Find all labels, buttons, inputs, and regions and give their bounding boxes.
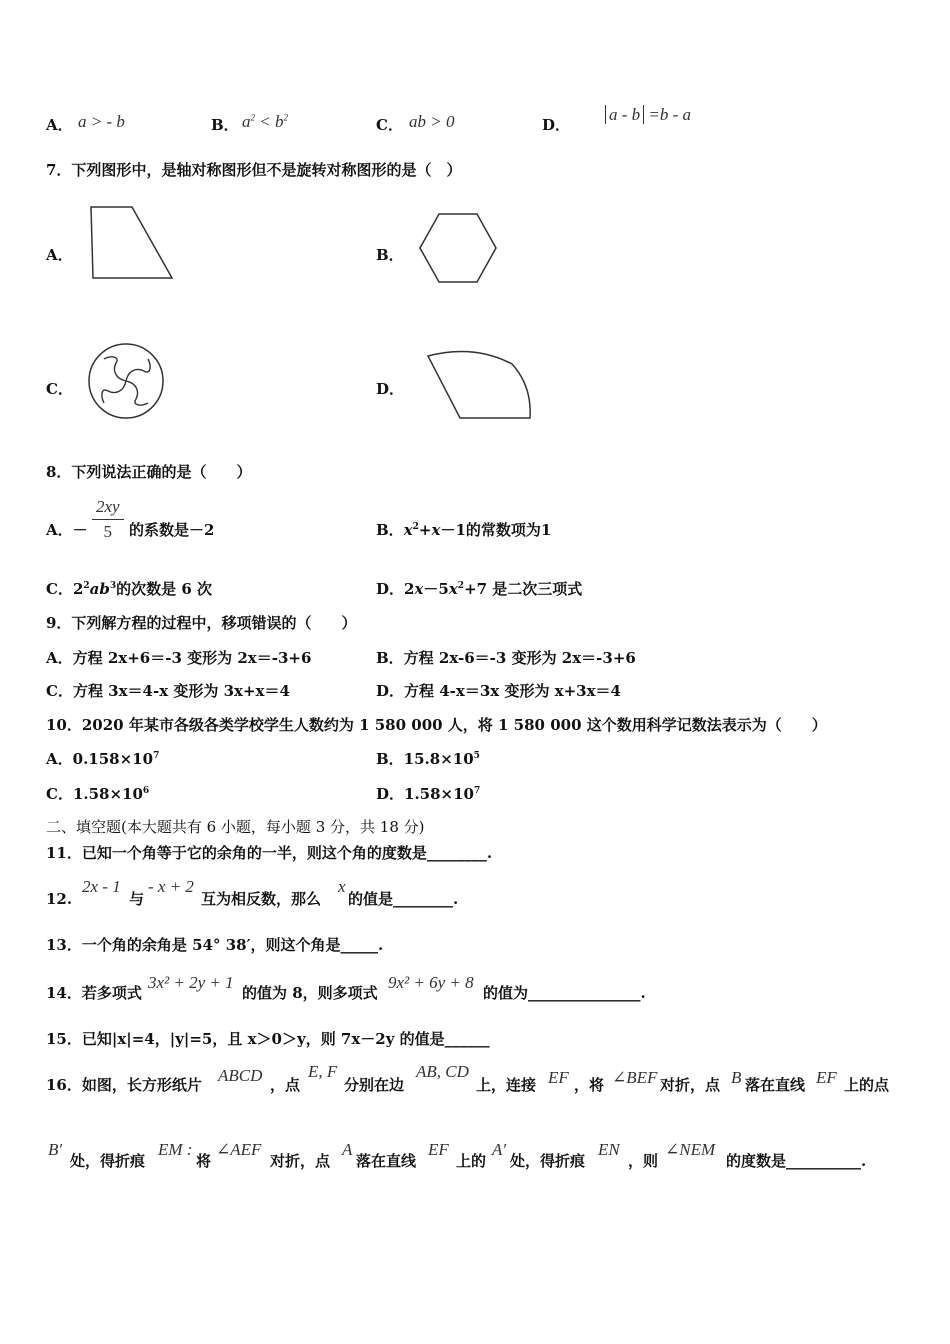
q9-stem: 9．下列解方程的过程中，移项错误的（ ）	[46, 614, 357, 632]
q7-option-b-label: B．	[376, 246, 404, 264]
section-heading-fill-in: 二、填空题(本大题共有 6 小题，每小题 3 分，共 18 分)	[46, 818, 425, 836]
q14-expr-1: 3x² + 2y + 1	[148, 973, 234, 992]
q10-option-c: C．$1.58\times 10^6$	[46, 785, 150, 803]
q8-option-b: B．$x^2+x-1$的常数项为1	[376, 521, 552, 539]
q12-text-2: 互为相反数，那么	[201, 890, 322, 908]
q8-option-a-fraction: $\frac{2xy}{5}$	[92, 497, 124, 542]
q16-math-b: B	[731, 1068, 742, 1087]
q16-text-8: 上的点	[844, 1076, 890, 1094]
q6-option-b-label: B．	[211, 116, 239, 134]
q16-text-2: ，点	[270, 1076, 301, 1094]
q16-text-1: 16．如图，长方形纸片	[46, 1076, 202, 1094]
q14-expr-2: 9x² + 6y + 8	[388, 973, 474, 992]
q16-text-12: 落在直线	[356, 1152, 417, 1170]
q7-stem: 7．下列图形中，是轴对称图形但不是旋转对称图形的是（ ）	[46, 161, 462, 179]
q11-text: 11．已知一个角等于它的余角的一半，则这个角的度数是________.	[46, 844, 493, 862]
q6-option-c-expr: ab > 0	[409, 112, 455, 131]
q7-option-c-label: C．	[46, 380, 73, 398]
q7-pinwheel-circle-figure	[86, 341, 166, 421]
q16-text-6: 对折，点	[660, 1076, 721, 1094]
q16-math-abcd: ABCD	[218, 1066, 263, 1085]
q10-stem: 10．2020 年某市各级各类学校学生人数约为 1 580 000 人，将 1 580 000 这个数用科学记数法表示为（ ）	[46, 716, 827, 734]
q12-expr-3: x	[338, 877, 346, 896]
q16-math-b-prime: B′	[48, 1140, 63, 1159]
q16-math-a: A	[342, 1140, 353, 1159]
q7-trapezoid-figure	[88, 204, 178, 282]
q14-text-2: 的值为 8，则多项式	[242, 984, 378, 1002]
q16-text-10: 将	[196, 1152, 212, 1170]
q16-math-en: EN	[598, 1140, 620, 1159]
q16-math-ef-3: EF	[428, 1140, 449, 1159]
q6-option-b-expr: $a^2 < b^2$	[242, 112, 288, 131]
q12-expr-1: 2x - 1	[82, 877, 121, 896]
q8-option-d: D．$2x-5x^2+7$ 是二次三项式	[376, 580, 583, 598]
q9-option-c: C．方程 3x＝4-x 变形为 3x+x＝4	[46, 682, 290, 700]
q14-text-1: 14．若多项式	[46, 984, 142, 1002]
q8-option-a-label: A．－	[46, 521, 88, 539]
q16-math-angle-bef: ∠BEF	[612, 1068, 658, 1087]
q9-option-a: A．方程 2x+6＝-3 变形为 2x＝-3+6	[46, 649, 312, 667]
q16-text-5: ，将	[574, 1076, 605, 1094]
q6-option-a-label: A．	[46, 116, 73, 134]
q12-expr-2: - x + 2	[148, 877, 194, 896]
q6-option-a-expr: a > - b	[78, 112, 125, 131]
q16-math-ef-1: EF	[548, 1068, 569, 1087]
q8-option-a-text: 的系数是－2	[129, 521, 215, 539]
q12-text-1: 与	[129, 890, 145, 908]
q16-text-15: ，则	[628, 1152, 659, 1170]
q7-option-d-label: D．	[376, 380, 405, 398]
q8-stem: 8．下列说法正确的是（ ）	[46, 463, 252, 481]
q8-option-c: C．$2^2ab^3$的次数是 6 次	[46, 580, 213, 598]
q12-number: 12.	[46, 890, 73, 908]
q7-option-a-label: A．	[46, 246, 73, 264]
q16-text-13: 上的	[456, 1152, 487, 1170]
q9-option-b: B．方程 2x-6＝-3 变形为 2x＝-3+6	[376, 649, 636, 667]
q6-option-c-label: C．	[376, 116, 403, 134]
q7-hexagon-figure	[419, 212, 499, 284]
q13-text: 13．一个角的余角是 54° 38′，则这个角是_____.	[46, 936, 384, 954]
q16-math-ef-2: EF	[816, 1068, 837, 1087]
q16-text-4: 上，连接	[476, 1076, 537, 1094]
q6-option-d-label: D．	[542, 116, 571, 134]
q10-option-d: D．$1.58\times 10^7$	[376, 785, 481, 803]
q16-text-7: 落在直线	[745, 1076, 806, 1094]
q16-text-3: 分别在边	[344, 1076, 405, 1094]
q14-text-3: 的值为_______________.	[483, 984, 646, 1002]
q16-math-ef-points: E, F	[308, 1062, 338, 1081]
q10-option-b: B．$15.8\times 10^5$	[376, 750, 480, 768]
q12-text-3: 的值是________.	[348, 890, 459, 908]
q16-text-16: 的度数是__________.	[726, 1152, 867, 1170]
q7-sector-figure	[424, 346, 536, 422]
q16-text-14: 处，得折痕	[510, 1152, 586, 1170]
q16-text-9: 处，得折痕	[70, 1152, 146, 1170]
q16-math-ab-cd: AB, CD	[416, 1062, 469, 1081]
q9-option-d: D．方程 4-x＝3x 变形为 x+3x＝4	[376, 682, 621, 700]
q16-math-a-prime: A′	[492, 1140, 507, 1159]
q16-math-angle-aef: ∠AEF	[216, 1140, 262, 1159]
q10-option-a: A．$0.158\times 10^7$	[46, 750, 160, 768]
q15-text: 15．已知|x|=4，|y|=5，且 x＞0＞y，则 7x－2y 的值是______	[46, 1030, 490, 1048]
q6-option-d-expr: a - b =b - a	[605, 106, 691, 123]
q16-math-angle-nem: ∠NEM	[665, 1140, 716, 1159]
q16-math-em: EM :	[158, 1140, 193, 1159]
q16-text-11: 对折，点	[270, 1152, 331, 1170]
